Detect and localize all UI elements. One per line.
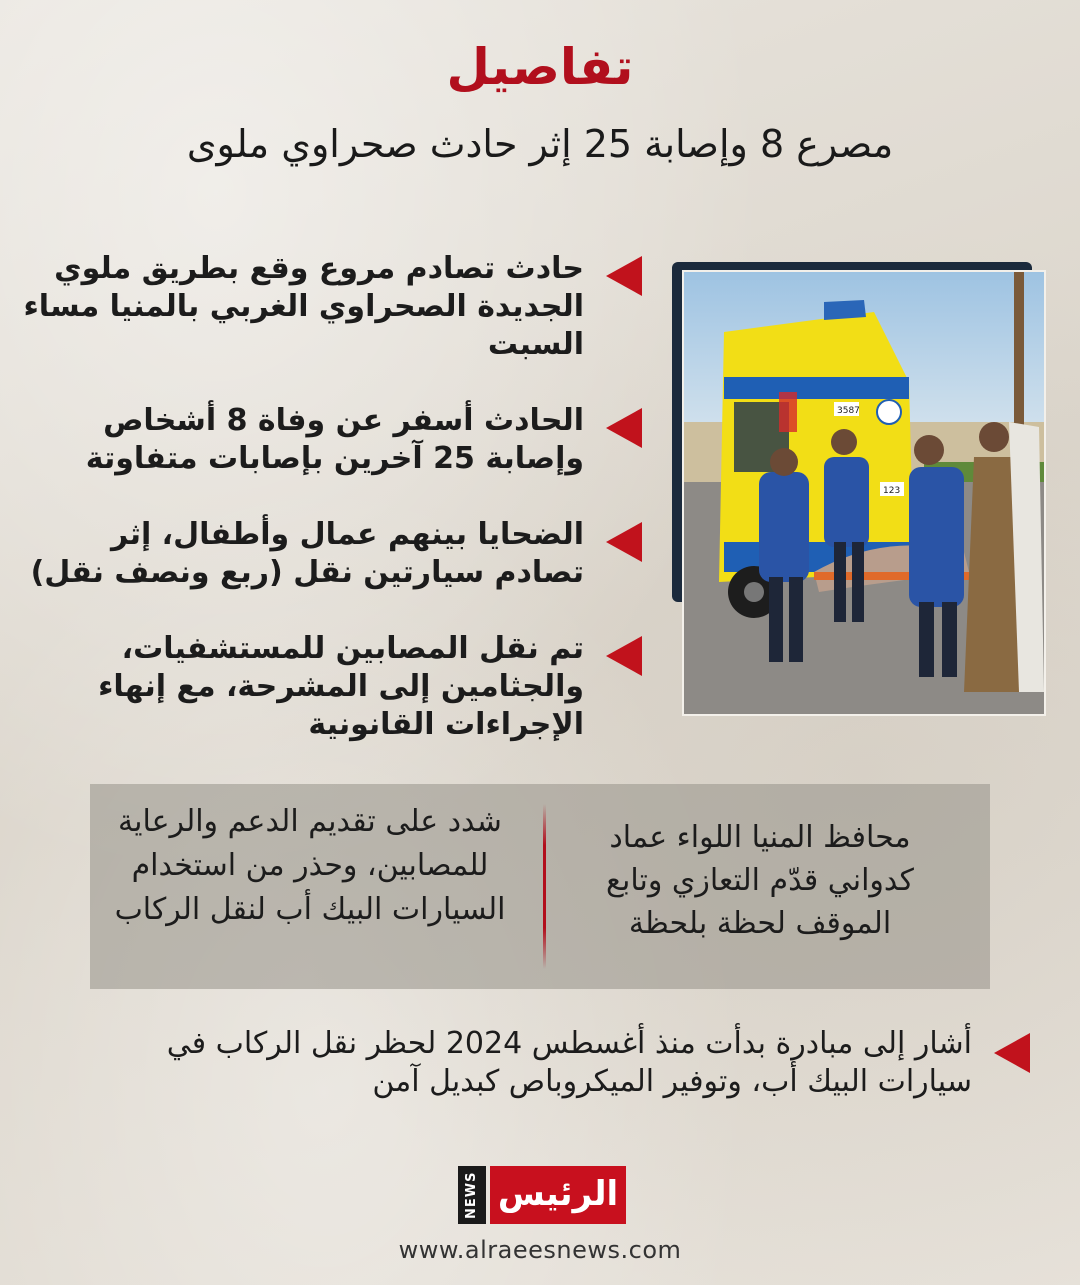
quote-box [90, 784, 990, 989]
bullet-text: حادث تصادم مروع وقع بطريق ملوي الجديدة الصحراوي الغربي بالمنيا مساء السبت [23, 251, 584, 362]
ambulance-number: 3587 [837, 406, 860, 416]
bottom-bullet-text: أشار إلى مبادرة بدأت منذ أغسطس 2024 لحظر نقل الركاب في سيارات البيك أب، وتوفير الميكروباص كبديل آمن [166, 1026, 972, 1099]
bullet-list [22, 250, 642, 782]
governor-warning: شدد على تقديم الدعم والرعاية للمصابين، وحذر من استخدام السيارات البيك أب لنقل الركاب [114, 804, 506, 927]
bullet-item [22, 250, 642, 364]
triangle-marker-icon [606, 636, 642, 676]
triangle-marker-icon [606, 256, 642, 296]
bullet-item [22, 516, 642, 592]
accident-photo [682, 270, 1046, 716]
website-url: www.alraeesnews.com [398, 1236, 682, 1264]
bullet-item [22, 402, 642, 478]
brand-logo [458, 1166, 626, 1224]
door-number: 123 [883, 486, 901, 496]
divider [543, 804, 546, 969]
bullet-text: الحادث أسفر عن وفاة 8 أشخاص وإصابة 25 آخرين بإصابات متفاوتة [85, 403, 584, 476]
logo-news-tag: NEWS [458, 1166, 486, 1224]
bullet-text: تم نقل المصابين للمستشفيات، والجثامين إلى المشرحة، مع إنهاء الإجراءات القانونية [98, 631, 584, 742]
page-subtitle: مصرع 8 وإصابة 25 إثر حادث صحراوي ملوى [186, 122, 894, 166]
bullet-item [22, 630, 642, 744]
bottom-bullet [120, 1025, 1030, 1101]
triangle-marker-icon [606, 408, 642, 448]
page-title: تفاصيل [446, 38, 634, 96]
governor-statement: محافظ المنيا اللواء عماد كدواني قدّم التعازي وتابع الموقف لحظة بلحظة [606, 820, 914, 941]
triangle-marker-icon [606, 522, 642, 562]
bullet-text: الضحايا بينهم عمال وأطفال، إثر تصادم سيارتين نقل (ربع ونصف نقل) [30, 517, 584, 590]
triangle-marker-icon [994, 1033, 1030, 1073]
logo-name: الرئيس [490, 1166, 626, 1224]
